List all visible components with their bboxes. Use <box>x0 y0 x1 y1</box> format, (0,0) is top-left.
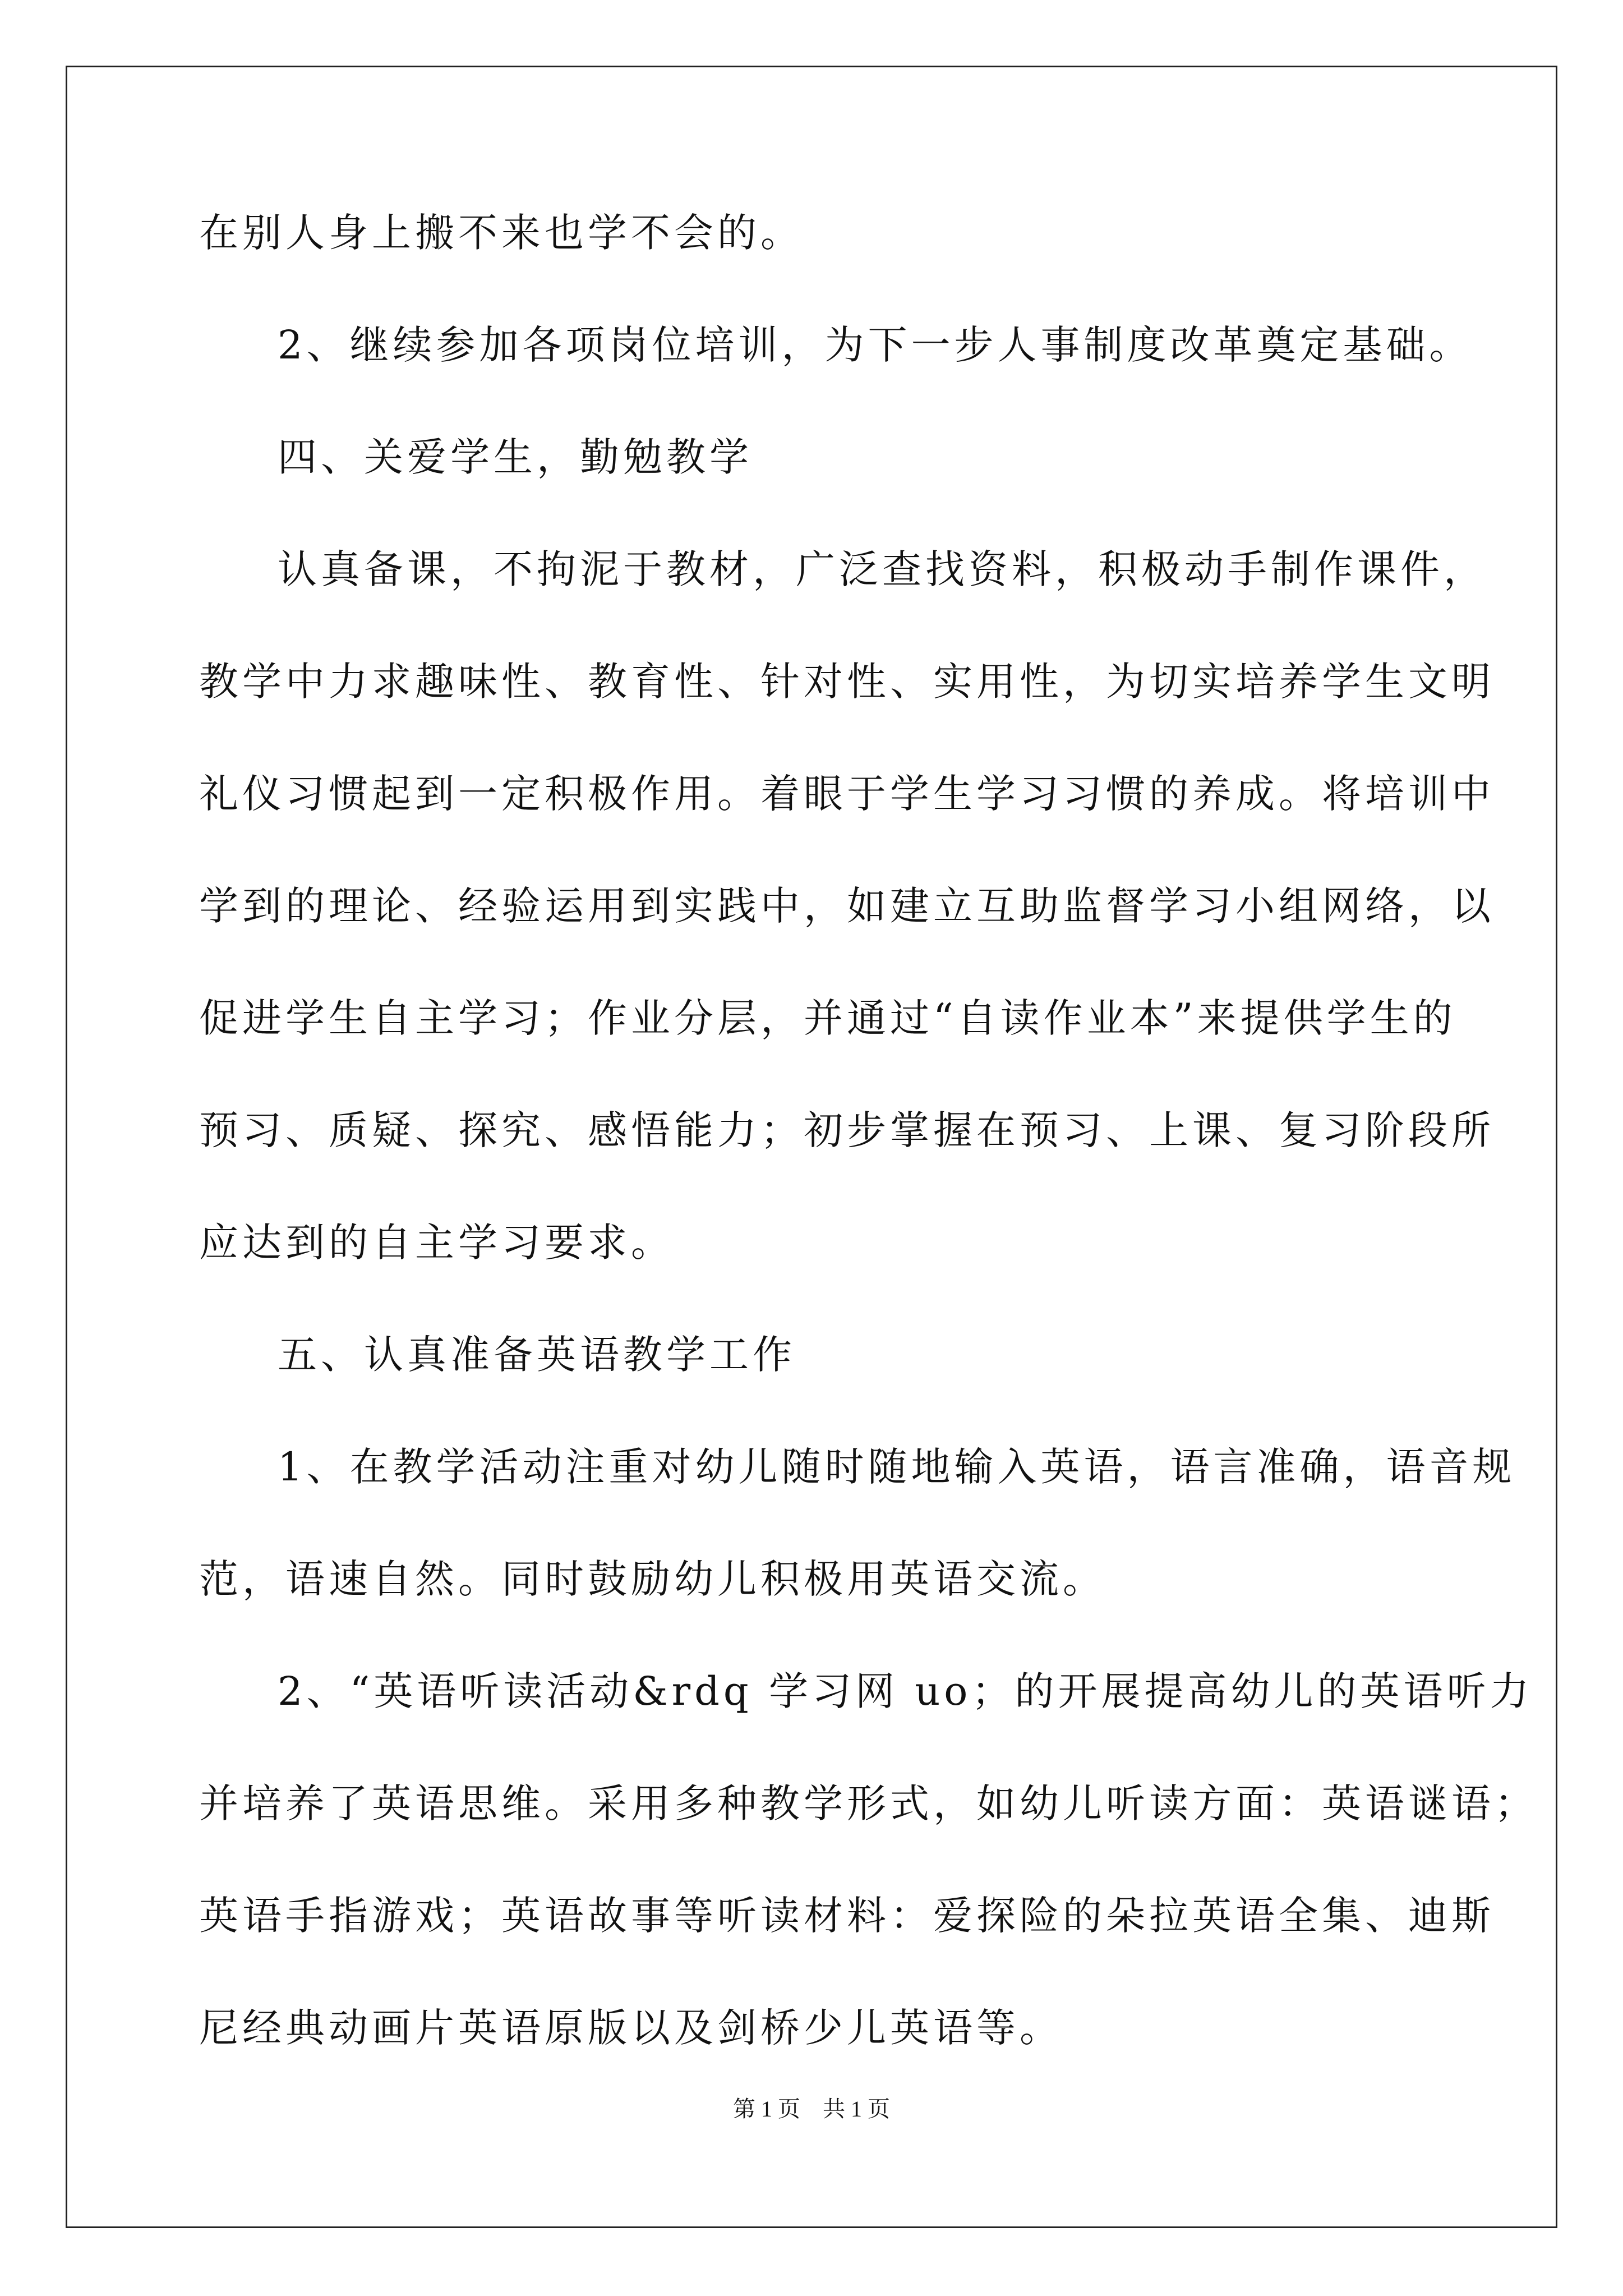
text-line: 英语手指游戏；英语故事等听读材料：爱探险的朵拉英语全集、迪斯 <box>199 1893 1495 1939</box>
text-line: 范，语速自然。同时鼓励幼儿积极用英语交流。 <box>199 1556 1106 1602</box>
text-line: 并培养了英语思维。采用多种教学形式，如幼儿听读方面：英语谜语； <box>199 1780 1538 1826</box>
section-heading: 五、认真准备英语教学工作 <box>278 1332 796 1378</box>
text-line: 学到的理论、经验运用到实践中，如建立互助监督学习小组网络，以 <box>199 883 1495 929</box>
text-line: 礼仪习惯起到一定积极作用。着眼于学生学习习惯的养成。将培训中 <box>199 771 1495 817</box>
text-line: 预习、质疑、探究、感悟能力；初步掌握在预习、上课、复习阶段所 <box>199 1107 1495 1153</box>
text-line: 教学中力求趣味性、教育性、针对性、实用性，为切实培养学生文明 <box>199 659 1495 705</box>
text-line: 促进学生自主学习；作业分层，并通过“自读作业本”来提供学生的 <box>199 995 1456 1041</box>
text-line: 认真备课，不拘泥于教材，广泛查找资料，积极动手制作课件， <box>278 546 1487 592</box>
text-line: 尼经典动画片英语原版以及剑桥少儿英语等。 <box>199 2005 1063 2051</box>
text-line: 1、在教学活动注重对幼儿随时随地输入英语，语言准确，语音规 <box>278 1444 1516 1490</box>
text-line: 2、“英语听读活动&rdq 学习网 uo；的开展提高幼儿的英语听力 <box>278 1668 1533 1714</box>
page-footer: 第 1 页 共 1 页 <box>733 2096 890 2122</box>
text-line: 在别人身上搬不来也学不会的。 <box>199 210 804 256</box>
text-line: 2、继续参加各项岗位培训，为下一步人事制度改革奠定基础。 <box>278 322 1473 368</box>
text-line: 应达到的自主学习要求。 <box>199 1220 674 1266</box>
section-heading: 四、关爱学生，勤勉教学 <box>278 434 753 480</box>
